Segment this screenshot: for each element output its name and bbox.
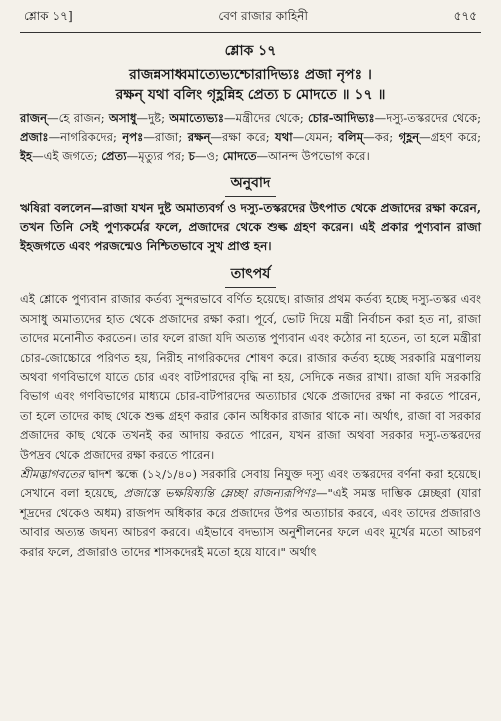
synonym-meaning: —দুষ্ট; — [136, 111, 170, 125]
purport-p2-text-b: —"এই সমস্ত দাম্ভিক ম্লেচ্ছরা (যারা শূদ্রদের থেকেও অধম) রাজপদ অধিকার করে প্রজাদের উপর অত্যাচার করবে, এবং তাদের প্রজারাও আবার অত্যন্ত জঘন্য আচরণ করবে। এইভাবে বদভ্যাস অনুশীলনের ফলে এবং মূর্খের মতো আচরণ করার ফলে, প্রজারাও তাদের শাসকদেরই মতো হয়ে যাবে।" অর্থাৎ — [20, 486, 481, 559]
synonym-meaning: —এই জগতে; — [32, 148, 102, 163]
header-rule — [20, 32, 481, 33]
synonym-term: যথা — [275, 129, 293, 144]
word-for-word-synonyms — [20, 109, 481, 165]
synonym-meaning: —কর; — [363, 129, 399, 144]
synonym-term: অসাধু — [108, 111, 137, 125]
synonym-meaning: —গ্রহণ করে; — [419, 129, 481, 144]
purport-heading — [20, 262, 481, 288]
header-verse-ref: শ্লোক ১৭] — [24, 9, 73, 23]
synonym-term: চ — [188, 148, 195, 163]
verse-line-2: রক্ষন্ যথা বলিং গৃহ্ণন্নিহ প্রেত্য চ মোদতে ॥ ১৭ ॥ — [115, 87, 386, 103]
purport-paragraph-1: এই শ্লোকে পুণ্যবান রাজার কর্তব্য সুন্দরভাবে বর্ণিত হয়েছে। রাজার প্রথম কর্তব্য হচ্ছে দস্যু-তস্কর এবং অসাধু অমাত্যদের হাত থেকে প্রজাদের রক্ষা করা। পূর্বে, ভোট দিয়ে মন্ত্রী নির্বাচন করা হত না, রাজা তাদের মনোনীত করতেন। তার ফলে রাজা যদি অত্যন্ত পুণ্যবান এবং কঠোর না হতেন, তা হলে মন্ত্রীরা চোর-জোচ্চোরে পরিণত হয়, নিরীহ নাগরিকদের শোষণ করে। রাজার কর্তব্য হচ্ছে সরকারি মন্ত্রণালয় অথবা গণবিভাগে যাতে চোর এবং বাটপারদের বৃদ্ধি না হয়, সেদিকে নজর রাখা। রাজা যদি সরকারি বিভাগ এবং গণবিভাগের মাধ্যমে চোর-বাটপারদের অত্যাচার থেকে প্রজাদের রক্ষা না করতে পারেন, তা হলে তাদের কাছ থেকে শুল্ক গ্রহণ করার কোন অধিকার রাজার থাকে না। অর্থাৎ, রাজা বা সরকার প্রজাদের কাছ থেকে তখনই কর আদায় করতে পারেন, যখন রাজা অথবা সরকার দস্যু-তস্করদের উপদ্রব থেকে প্রজাদের রক্ষা করতে পারেন। — [20, 292, 481, 462]
purport-body — [20, 290, 481, 562]
purport-heading-text: তাৎপর্য — [225, 262, 277, 288]
translation-text: ঋষিরা বললেন—রাজা যখন দুষ্ট অমাত্যবর্গ ও দস্যু-তস্করদের উৎপাত থেকে প্রজাদের রক্ষা করেন, তখন তিনি সেই পুণ্যকর্মের ফলে, প্রজাদের থেকে শুল্ক গ্রহণ করেন। এই প্রকার পুণ্যবান রাজা ইহজগতে এবং পরজন্মেও নিশ্চিতভাবে সুখ প্রাপ্ত হন। — [20, 201, 481, 254]
synonym-meaning: —নাগরিকদের; — [48, 129, 123, 144]
synonym-term: প্রেত্য — [101, 148, 127, 163]
purport-citation-title: শ্রীমদ্ভাগবতের — [20, 467, 85, 482]
running-header — [20, 8, 481, 28]
synonym-term: অমাত্যেভ্যঃ — [169, 111, 225, 125]
synonym-term: প্রজাঃ — [20, 129, 49, 144]
synonym-meaning: —আনন্দ উপভোগ করে। — [256, 148, 370, 163]
synonym-term: রাজন্ — [20, 111, 48, 125]
synonym-meaning: —মৃত্যুর পর; — [126, 148, 189, 163]
synonym-meaning: —দস্যু-তস্করদের থেকে; — [374, 111, 481, 125]
synonym-term: মোদতে — [222, 148, 257, 163]
verse-line-1: রাজন্নসাধ্বমাত্যেভ্যশ্চোরাদিভ্যঃ প্রজা নৃপঃ । — [129, 67, 372, 83]
header-chapter-title: বেণ রাজার কাহিনী — [218, 9, 308, 23]
synonym-meaning: —ও; — [194, 148, 223, 163]
synonym-meaning: —রাজা; — [143, 129, 188, 144]
synonym-meaning: —যেমন; — [292, 129, 339, 144]
synonym-term: চোর-আদিভ্যঃ — [308, 111, 375, 125]
purport-p2-text-a: দ্বাদশ স্কন্ধে (১২/১/৪০) সরকারি সেবায় নিযুক্ত দস্যু এবং তস্করদের বর্ণনা করা হয়েছে। সেখানে বলা হয়েছে, — [20, 467, 481, 501]
synonym-term: রক্ষন্ — [187, 129, 211, 144]
synonym-term: গৃহ্ণন্ — [398, 129, 420, 144]
purport-paragraph-2 — [20, 465, 481, 562]
translation-heading — [20, 171, 481, 197]
header-page-number: ৫৭৫ — [453, 9, 477, 23]
synonym-meaning: —হে রাজন; — [47, 111, 109, 125]
synonym-meaning: —রক্ষা করে; — [210, 129, 276, 144]
synonym-term: ইহ — [20, 148, 33, 163]
synonym-term: বলিম্ — [338, 129, 364, 144]
verse-title: শ্লোক ১৭ — [224, 43, 277, 59]
translation-heading-text: অনুবাদ — [225, 171, 277, 197]
synonym-meaning: —মন্ত্রীদের থেকে; — [224, 111, 308, 125]
purport-sanskrit-quote: প্রজাস্তে ভক্ষয়িষ্যন্তি ম্লেচ্ছা রাজন্যরূপিণঃ — [123, 486, 316, 501]
synonym-term: নৃপঃ — [122, 129, 144, 144]
